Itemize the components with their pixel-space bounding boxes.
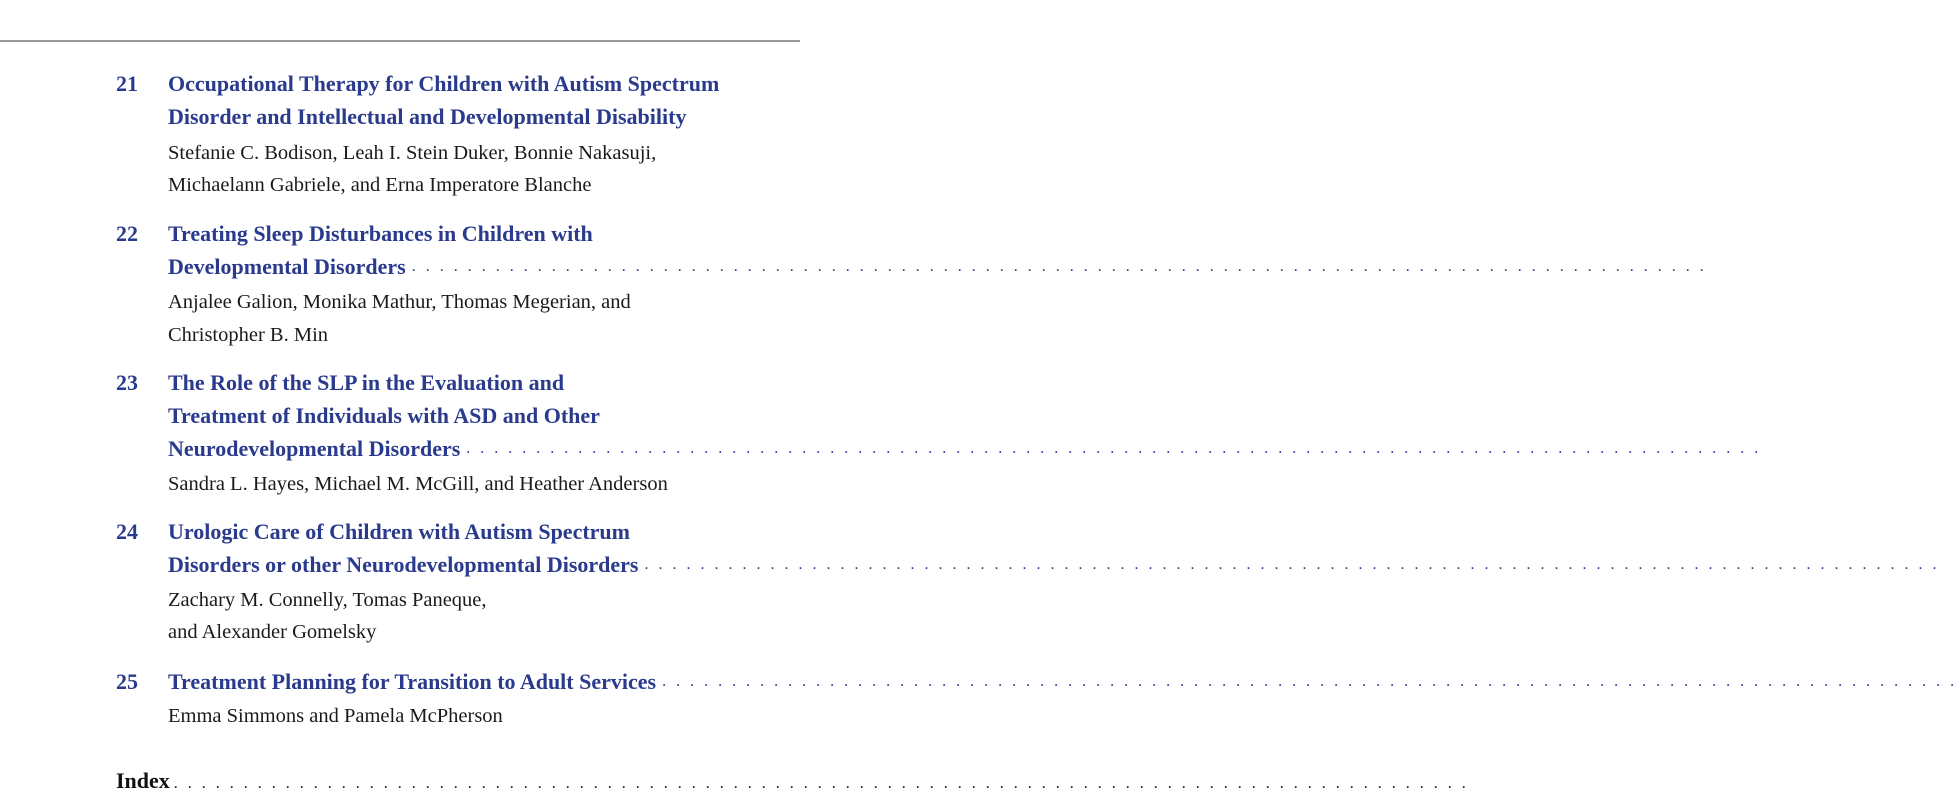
chapter-title-line[interactable]: Urologic Care of Children with Autism Spectrum	[168, 519, 630, 544]
chapter-authors-line: Stefanie C. Bodison, Leah I. Stein Duker, Bonnie Nakasuji,	[168, 142, 657, 164]
chapter-title-line-with-leader[interactable]	[168, 549, 1940, 581]
chapter-title-line[interactable]: Occupational Therapy for Children with Autism Spectrum	[168, 71, 720, 96]
chapter-number: 25	[116, 669, 138, 694]
chapter-authors-line: Sandra L. Hayes, Michael M. McGill, and Heather Anderson	[168, 473, 668, 495]
chapter-title-line[interactable]: Disorder and Intellectual and Developmental Disability	[168, 104, 687, 129]
dot-leader: . . . . . . . . . . . . . . . . . . . . . . . . . . . . . . . . . . . . . . . . . . . . . . . . . . . . . . . . . . . . . . . . . . . . . . . . . . . . . . . . . . . . . . . . . . . . .	[662, 673, 1957, 690]
chapter-authors-line: Zachary M. Connelly, Tomas Paneque,	[168, 589, 487, 611]
chapter-title-line-with-leader[interactable]	[168, 251, 1707, 283]
chapter-title-line[interactable]: The Role of the SLP in the Evaluation and	[168, 370, 565, 395]
chapter-authors-line: Anjalee Galion, Monika Mathur, Thomas Megerian, and	[168, 291, 631, 313]
chapter-number: 22	[116, 221, 138, 246]
chapter-authors-line: Christopher B. Min	[168, 324, 329, 346]
chapter-authors-line: Emma Simmons and Pamela McPherson	[168, 705, 503, 727]
dot-leader: . . . . . . . . . . . . . . . . . . . . . . . . . . . . . . . . . . . . . . . . . . . . . . . . . . . . . . . . . . . . . . . . . . . . . . . . . . . . . . . . . . . . . . . . . . . . .	[411, 258, 1707, 275]
chapter-number: 24	[116, 519, 138, 544]
chapter-number: 23	[116, 370, 138, 395]
chapter-title-line-with-leader[interactable]	[168, 433, 1762, 465]
chapter-authors-line: and Alexander Gomelsky	[168, 621, 377, 643]
index-entry[interactable]	[116, 765, 1469, 800]
dot-leader: . . . . . . . . . . . . . . . . . . . . . . . . . . . . . . . . . . . . . . . . . . . . . . . . . . . . . . . . . . . . . . . . . . . . . . . . . . . . . . . . . . . . . . . . . . . . .	[466, 440, 1762, 457]
chapter-number: 21	[116, 71, 138, 96]
chapter-title-text: Treatment Planning for Transition to Adult Services	[168, 669, 657, 694]
index-label: Index	[116, 768, 170, 793]
chapter-title-text: Neurodevelopmental Disorders	[168, 436, 461, 461]
chapter-title-text: Developmental Disorders	[168, 254, 406, 279]
chapter-authors-line: Michaelann Gabriele, and Erna Imperatore Blanche	[168, 174, 592, 196]
chapter-title-line-with-leader[interactable]	[168, 666, 1957, 698]
dot-leader: . . . . . . . . . . . . . . . . . . . . . . . . . . . . . . . . . . . . . . . . . . . . . . . . . . . . . . . . . . . . . . . . . . . . . . . . . . . . . . . . . . . . . . . . . . . . .	[173, 775, 1469, 792]
chapter-title-line[interactable]: Treating Sleep Disturbances in Children with	[168, 221, 593, 246]
dot-leader: . . . . . . . . . . . . . . . . . . . . . . . . . . . . . . . . . . . . . . . . . . . . . . . . . . . . . . . . . . . . . . . . . . . . . . . . . . . . . . . . . . . . . . . . . . . . .	[644, 556, 1940, 573]
chapter-title-line[interactable]: Treatment of Individuals with ASD and Other	[168, 403, 600, 428]
chapter-title-text: Disorders or other Neurodevelopmental Disorders	[168, 552, 639, 577]
